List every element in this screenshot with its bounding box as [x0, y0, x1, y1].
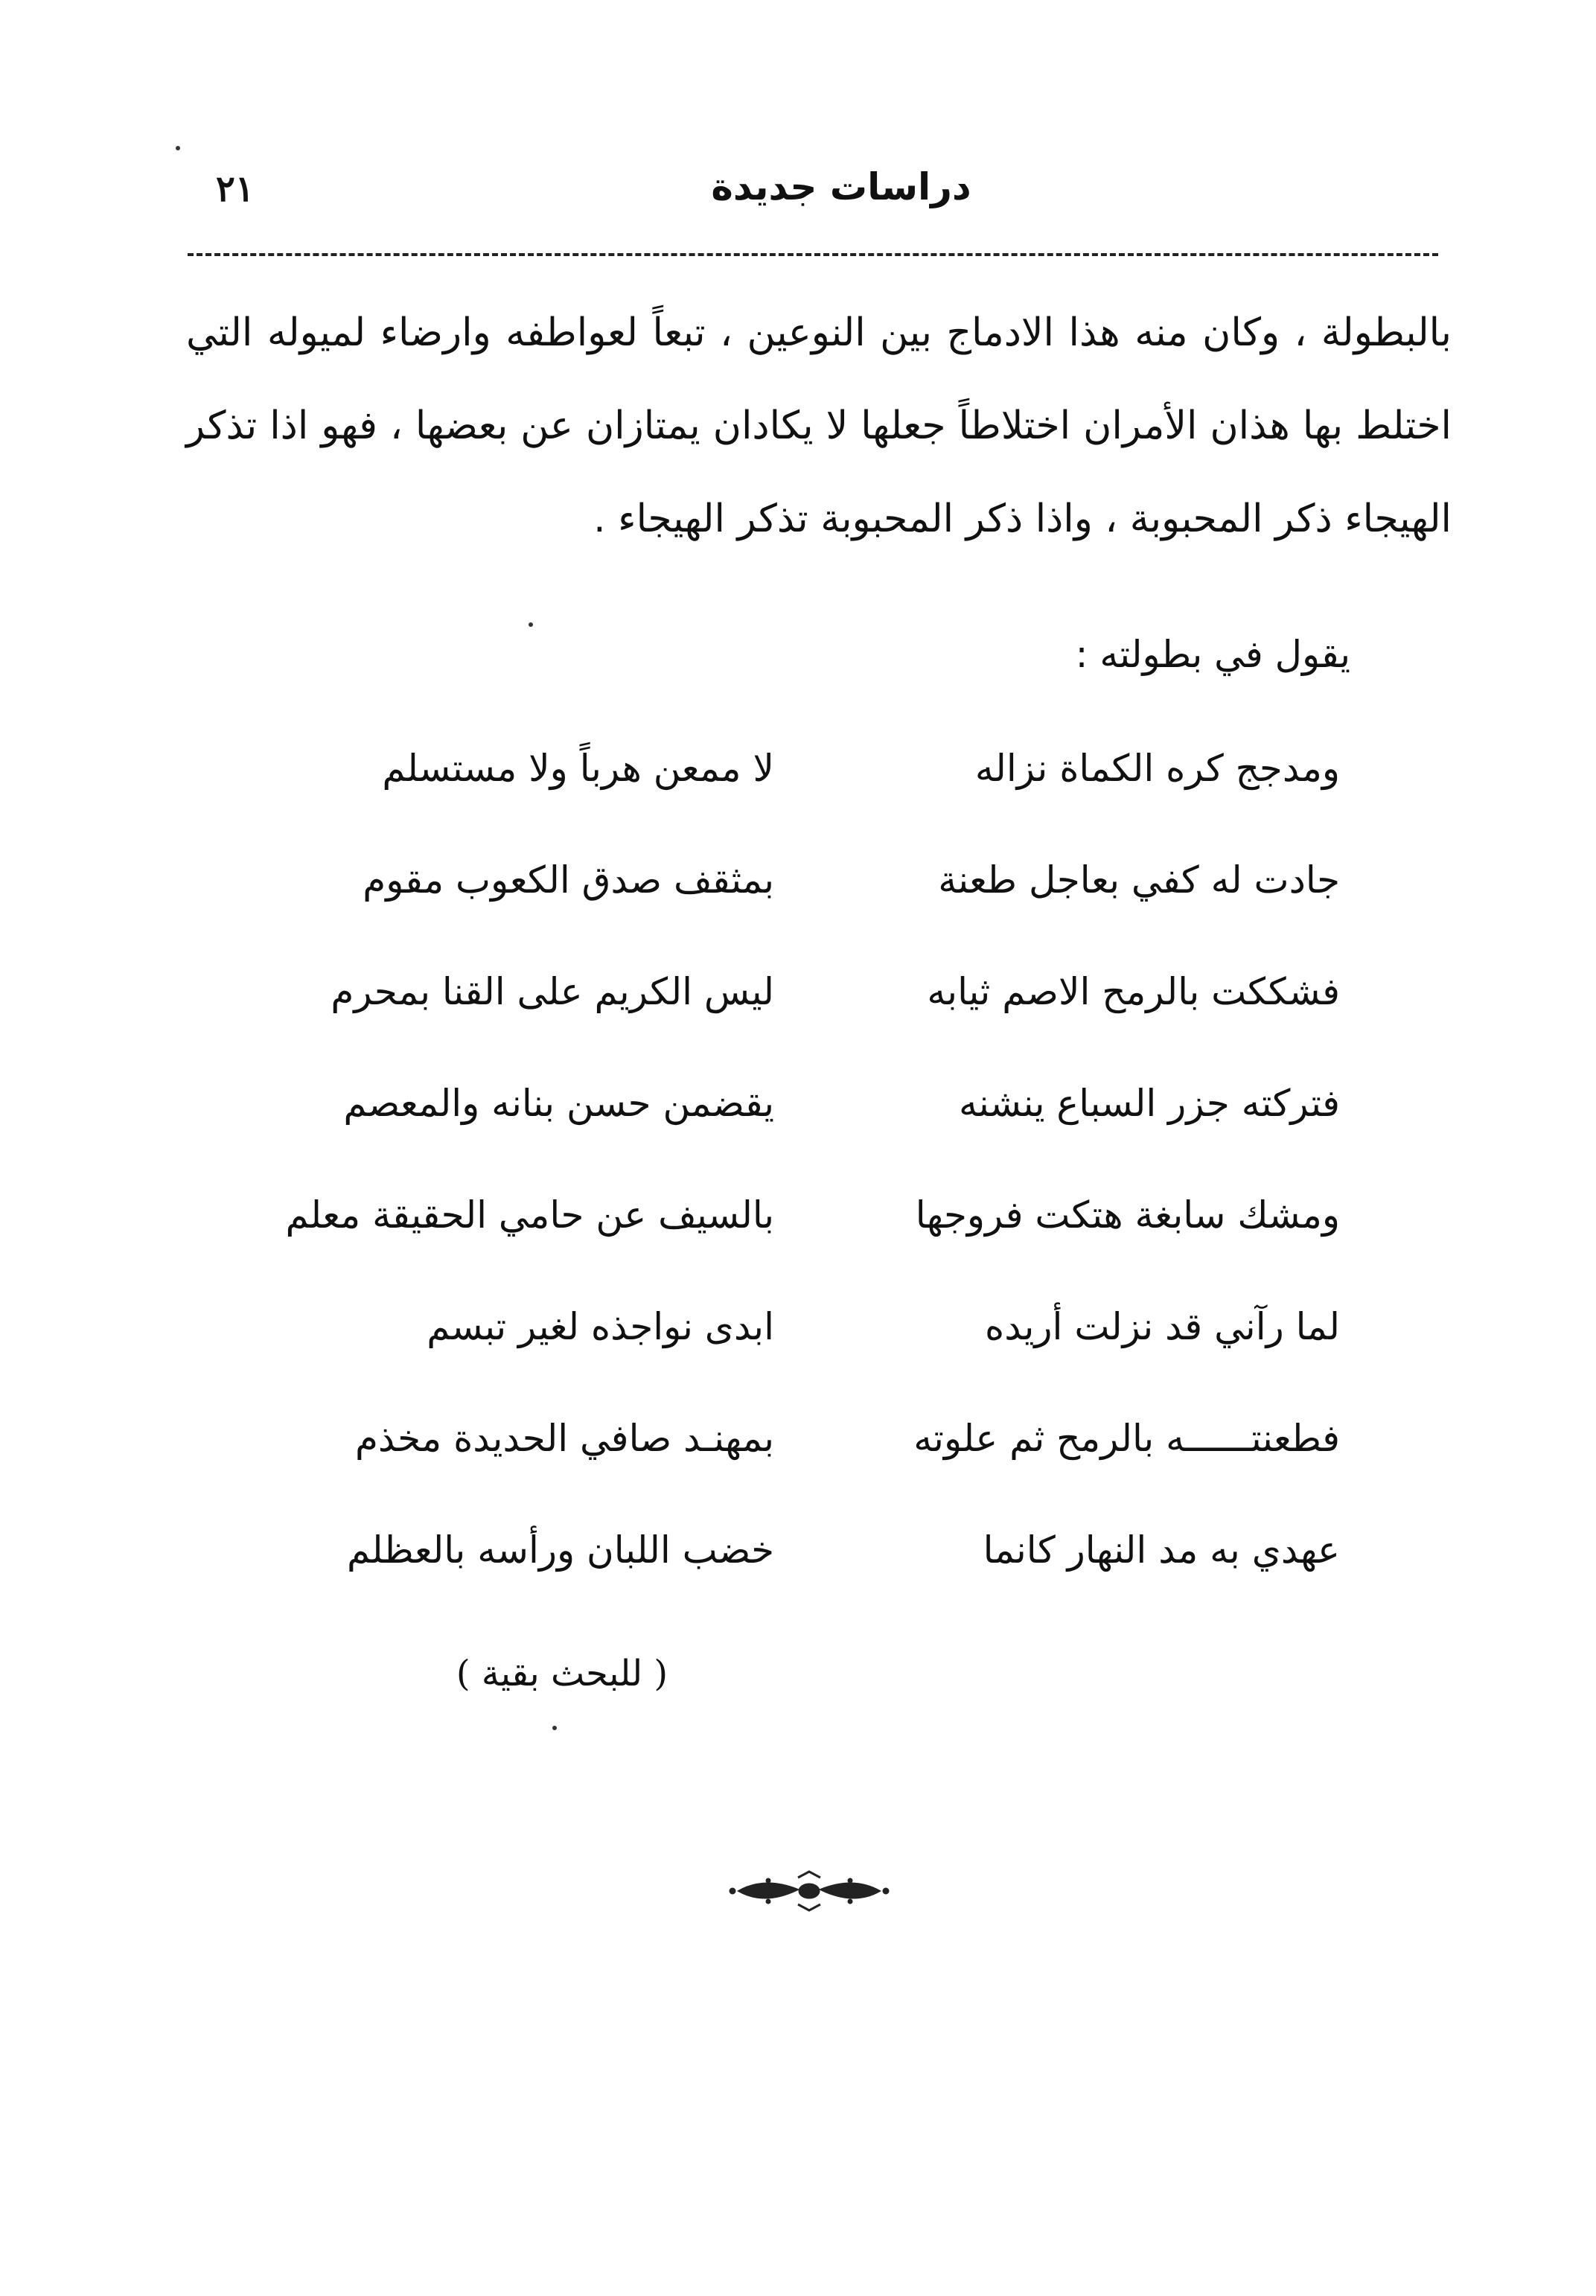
section-end-ornament: [724, 1869, 895, 1913]
paragraph-text: بالبطولة ، وكان منه هذا الادماج بين النوعين ، تبعاً لعواطفه وارضاء لميوله التي اختلط بها هذان الأمران اختلاطاً جعلها لا يكادان يمتازان عن بعضها ، فهو اذا تذكر الهيجاء ذكر المحبوبة ، واذا ذكر المحبوبة تذكر الهيجاء .: [186, 310, 1452, 541]
to-be-continued-note: ( للبحث بقية ): [456, 1653, 668, 1694]
hemistich-second: يقضمن حسن بنانه والمعصم: [343, 1082, 774, 1125]
hemistich-first: ومشك سابغة هتكت فروجها: [915, 1193, 1340, 1237]
hemistich-first: ومدجج كره الكماة نزاله: [974, 747, 1340, 790]
print-speck: [176, 146, 180, 150]
running-title: دراسات جديدة: [711, 165, 971, 208]
poem-verse: [285, 1180, 1340, 1292]
poem-verse: [313, 733, 1340, 845]
poem-verse: [313, 1068, 1340, 1180]
body-paragraph: [186, 287, 1452, 566]
page-number: ٢١: [216, 168, 255, 210]
hemistich-second: ليس الكريم على القنا بمحرم: [331, 970, 774, 1013]
poem-verse: [313, 957, 1340, 1068]
hemistich-first: لما رآني قد نزلت أريده: [985, 1305, 1340, 1348]
hemistich-second: خضب اللبان ورأسه بالعظلم: [347, 1528, 774, 1572]
poem-verse: [313, 1292, 1340, 1403]
hemistich-first: فطعنتــــــه بالرمح ثم علوته: [913, 1417, 1340, 1460]
print-speck: [529, 622, 533, 627]
poem: [285, 733, 1340, 1627]
poem-verse: [313, 1515, 1340, 1627]
hemistich-first: فتركته جزر السباع ينشنه: [959, 1082, 1340, 1125]
hemistich-first: جادت له كفي بعاجل طعنة: [938, 858, 1340, 902]
poem-verse: [313, 845, 1340, 957]
poem-intro: يقول في بطولته :: [1075, 633, 1350, 676]
header-divider: [188, 253, 1438, 256]
hemistich-second: بالسيف عن حامي الحقيقة معلم: [285, 1193, 774, 1237]
hemistich-second: لا ممعن هرباً ولا مستسلم: [382, 747, 774, 790]
poem-verse: [313, 1403, 1340, 1515]
hemistich-first: عهدي به مد النهار كانما: [983, 1528, 1340, 1572]
hemistich-second: بمثقف صدق الكعوب مقوم: [363, 858, 774, 902]
hemistich-second: بمهنـد صافي الحديدة مخذم: [354, 1417, 774, 1460]
page-header: [186, 156, 1466, 223]
hemistich-second: ابدى نواجذه لغير تبسم: [427, 1305, 774, 1348]
hemistich-first: فشككت بالرمح الاصم ثيابه: [927, 970, 1340, 1013]
print-speck: [552, 1726, 557, 1730]
